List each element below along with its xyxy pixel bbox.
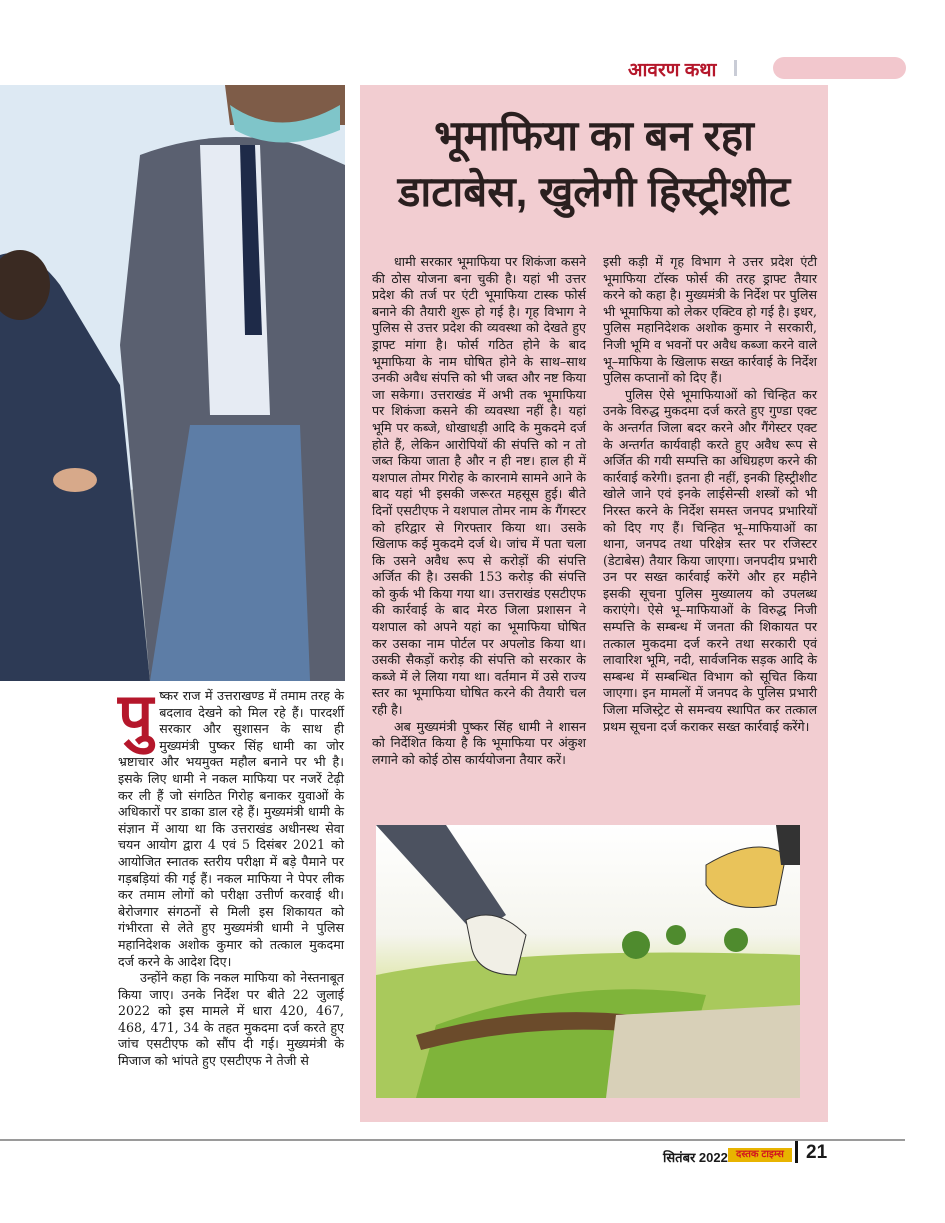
footer-divider — [795, 1141, 798, 1163]
drop-cap: पु — [118, 682, 154, 751]
headline-line: डाटाबेस, खुलेगी हिस्ट्रीशीट — [397, 168, 791, 215]
headline-line: भूमाफिया का बन रहा — [434, 112, 754, 159]
intro-paragraph: ष्कर राज में उत्तराखण्ड में तमाम तरह के बदलाव देखने को मिल रहे हैं। पारदर्शी सरकार और सुशासन के साथ ही मुख्यमंत्री पुष्कर सिंह धामी का जोर भ्रष्टाचार और भयमुक्त महौल बनाने पर भी है। इसके लिए धामी ने नकल माफिया पर नजरें टेढ़ी कर ली हैं जो संगठित गिरोह बनाकर युवाओं के अधिकारों पर डाका डाल रहे हैं। मुख्यमंत्री धामी के संज्ञान में आया था कि उत्तराखंड अधीनस्थ सेवा चयन आयोग द्वारा 4 एवं 5 दिसंबर 2021 को आयोजित स्नातक स्तरीय परीक्षा में बड़े पैमाने पर गड़बड़ियां की गई हैं। नकल माफिया ने पेपर लीक कर तमाम लोगों को परीक्षा उत्तीर्ण करवाई थी। बेरोजगार संगठनों से मिली इस शिकायत को गंभीरता से लेते हुए मुख्यमंत्री धामी ने पुलिस महानिदेशक अशोक कुमार को तत्काल मुकदमा दर्ज करने के आदेश दिए। — [118, 688, 344, 969]
paragraph: धामी सरकार भूमाफिया पर शिकंजा कसने की ठोस योजना बना चुकी है। यहां भी उत्तर प्रदेश की तर्ज पर एंटी भूमाफिया टास्क फोर्स बनाने की तैयारी शुरू हो गई है। गृह विभाग ने पुलिस से उत्तर प्रदेश की व्यवस्था को देखते हुए ड्राफ्ट मांगा है। फोर्स गठित होने के बाद भूमाफिया के नाम घोषित होने के साथ–साथ उनकी अवैध संपत्ति को भी जब्त और नष्ट किया जा सकेगा। उत्तराखंड में अभी तक भूमाफिया पर शिकंजा कसने की व्यवस्था नहीं है। यहां भूमि पर कब्जे, धोखाधड़ी आदि के मुकदमे दर्ज होते हैं, लेकिन आरोपियों की संपत्ति को न तो जब्त किया जाता है और न ही नष्ट। हाल ही में यशपाल तोमर गिरोह के कारनामे सामने आने के बाद यहां भी इसकी जरूरत महसूस हुई। बीते दिनों एसटीएफ ने यशपाल तोमर नाम के गैंगस्टर को हरिद्वार से गिरफ्तार किया था। उसके खिलाफ कई मुकदमे दर्ज थे। जांच में पता चला कि उसने अवैध रूप से करोड़ों की संपत्ति अर्जित की है। उसकी 153 करोड़ की संपत्ति को कुर्क भी किया गया था। उत्तराखंड एसटीएफ की कार्रवाई के बाद मेरठ जिला प्रशासन ने यशपाल को अपने यहां का भूमाफिया घोषित कर उसका नाम पोर्टल पर अपलोड किया था। उसकी सैकड़ों करोड़ की संपत्ति को सरकार के कब्जे में ले लिया गया था। वर्तमान में उसे राज्य स्तर का भूमाफिया घोषित करने की तैयारी चल रही है। — [372, 254, 586, 718]
article-intro — [118, 682, 344, 1070]
land-mafia-illustration — [376, 825, 800, 1098]
headline — [360, 108, 828, 220]
issue-date: सितंबर 2022 — [663, 1150, 728, 1165]
paragraph: इसी कड़ी में गृह विभाग ने उत्तर प्रदेश एंटी भूमाफिया टॉस्क फोर्स की तरह ड्राफ्ट तैयार करने को कहा है। मुख्यमंत्री के निर्देश पर पुलिस भी भूमाफिया को लेकर एक्टिव हो गई है। इधर, पुलिस महानिदेशक अशोक कुमार ने सरकारी, निजी भूमि व भवनों पर अवैध कब्जा करने वाले भू–माफिया के खिलाफ सख्त कार्रवाई के निर्देश पुलिस कप्तानों को दिए हैं। — [603, 254, 817, 386]
section-label: आवरण कथा — [628, 60, 717, 81]
page-number: 21 — [806, 1142, 828, 1163]
section-pill — [773, 57, 906, 79]
section-divider — [734, 60, 737, 76]
intro-paragraph: उन्होंने कहा कि नकल माफिया को नेस्तनाबूत किया जाए। उनके निर्देश पर बीते 22 जुलाई 2022 को इस मामले में धारा 420, 467, 468, 471, 34 के तहत मुकदमा दर्ज करते हुए जांच एसटीएफ को सौंप दी गई। मुख्यमंत्री के मिजाज को भांपते हुए एसटीएफ ने तेजी से — [118, 970, 344, 1069]
cover-photo — [0, 85, 345, 681]
paragraph: पुलिस ऐसे भूमाफियाओं को चिन्हित कर उनके विरुद्ध मुकदमा दर्ज करते हुए गुण्डा एक्ट के अन्तर्गत जिला बदर करने और गैंगेस्टर एक्ट के अन्तर्गत कार्यवाही करते हुए अवैध रूप से अर्जित की गयी सम्पत्ति का अधिग्रहण करने की कार्रवाई करेगी। इतना ही नहीं, इनकी हिस्ट्रीशीट खोले जाने एवं इनके लाईसेन्सी शस्त्रों को भी निरस्त करने के निर्देश समस्त जनपद प्रभारियों को दिए गए हैं। चिन्हित भू–माफियाओं का थाना, जनपद तथा परिक्षेत्र स्तर पर रजिस्टर (डेटाबेस) तैयार किया जाएगा। जनपदीय प्रभारी उन पर सख्त कार्रवाई करेंगे और हर महीने इसकी सूचना पुलिस मुख्यालय को उपलब्ध कराएंगे। ऐसे भू–माफियाओं के विरुद्ध निजी सम्पत्ति के सम्बन्ध में जनता की शिकायत पर तत्काल मुकदमा दर्ज करने तथा सरकारी एवं लावारिश भूमि, नदी, सार्वजनिक सड़क आदि के सम्बन्ध में सम्बन्धित विभाग को सूचित किया जाएगा। इन मामलों में जनपद के पुलिस प्रभारी जिला मजिस्ट्रेट से समन्वय स्थापित कर तत्काल प्रथम सूचना दर्ज कराकर सख्त कार्रवाई करेंगे। — [603, 386, 817, 734]
article-column-1 — [372, 254, 586, 768]
magazine-logo: दस्तक टाइम्स — [728, 1148, 792, 1162]
article-column-2 — [603, 254, 817, 735]
paragraph: अब मुख्यमंत्री पुष्कर सिंह धामी ने शासन को निर्देशित किया है कि भूमाफिया पर अंकुश लगाने को कोई ठोस कार्ययोजना तैयार करें। — [372, 718, 586, 767]
footer-rule — [0, 1139, 905, 1141]
